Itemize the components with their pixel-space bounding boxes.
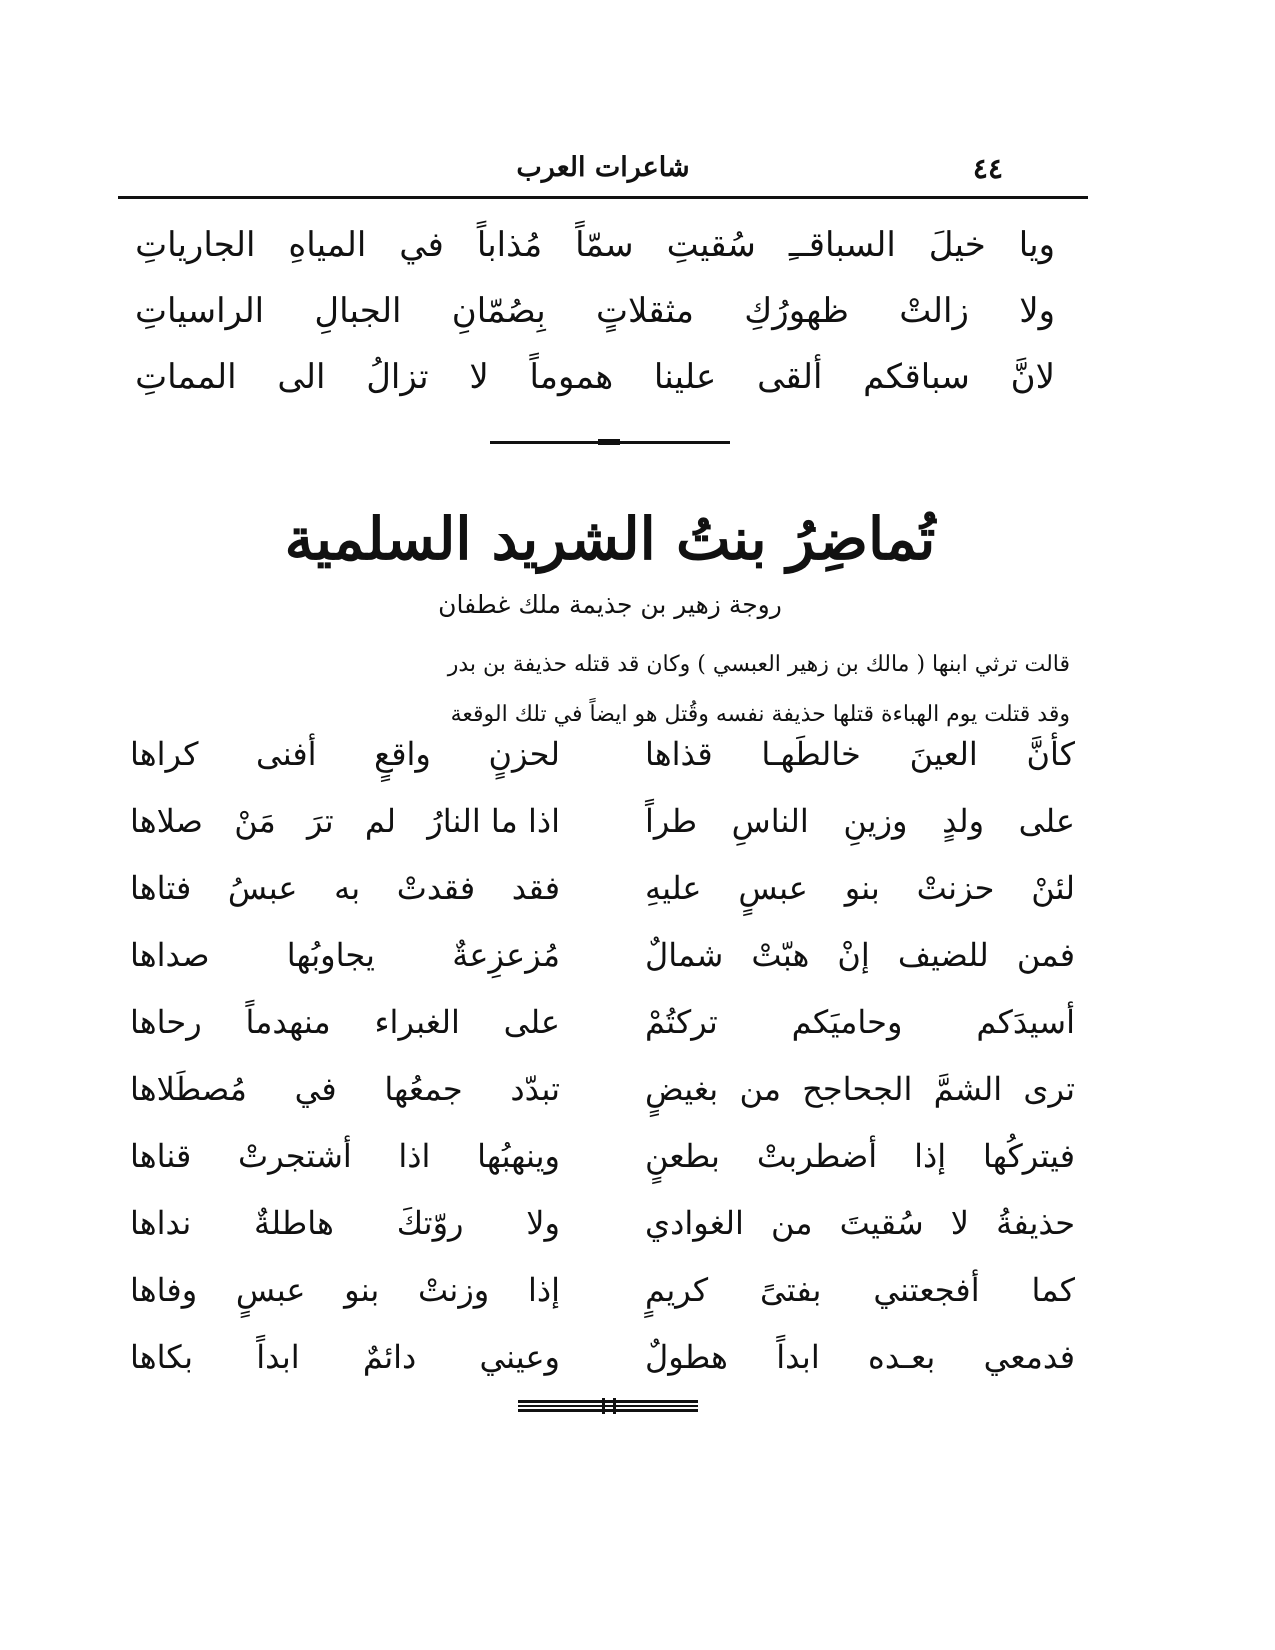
second-hemistich bbox=[130, 869, 560, 907]
verse-word: دائمٌ bbox=[362, 1337, 417, 1376]
second-hemistich bbox=[130, 1338, 560, 1376]
first-hemistich bbox=[645, 1338, 1075, 1376]
verse-word: كريمٍ bbox=[645, 1270, 709, 1309]
verse-word: صداها bbox=[130, 935, 210, 974]
verse-word: مثقلاتٍ bbox=[596, 291, 694, 331]
verse-word: ألقى bbox=[757, 357, 823, 397]
verse-word: في bbox=[399, 225, 444, 265]
verse-word: حزنتْ bbox=[916, 868, 995, 907]
verse-word: شمالٌ bbox=[645, 935, 724, 974]
second-hemistich bbox=[130, 1003, 560, 1041]
verse-word: علينا bbox=[653, 357, 717, 397]
verse-word: سمّاً bbox=[575, 225, 634, 265]
first-hemistich bbox=[645, 936, 1075, 974]
verse-word: اذا ما النارُ bbox=[427, 801, 560, 840]
verse-word: بنو bbox=[344, 1270, 380, 1309]
verse-word: الجحاجح bbox=[802, 1069, 913, 1108]
verse-word: ظهورُكِ bbox=[744, 291, 849, 331]
verse-word: وينهبُها bbox=[477, 1136, 560, 1175]
verse-word: روّتكَ bbox=[396, 1203, 464, 1242]
couplet bbox=[130, 854, 1075, 921]
verse-word: وزنتْ bbox=[418, 1270, 490, 1309]
couplet bbox=[130, 720, 1075, 787]
couplet bbox=[130, 1256, 1075, 1323]
first-hemistich bbox=[645, 735, 1075, 773]
verse-word: أفنى bbox=[256, 734, 317, 773]
verse-line bbox=[135, 278, 1055, 344]
running-header bbox=[118, 150, 1088, 194]
verse-word: من bbox=[739, 1069, 781, 1108]
second-hemistich bbox=[130, 802, 560, 840]
verse-word: بِصُمّانِ bbox=[451, 291, 546, 331]
verse-word: حذيفةُ bbox=[996, 1203, 1075, 1242]
couplet bbox=[130, 988, 1075, 1055]
verse-word: هطولٌ bbox=[645, 1337, 728, 1376]
header-rule bbox=[118, 196, 1088, 199]
couplet bbox=[130, 787, 1075, 854]
intro-line: وقد قتلت يوم الهباءة قتلها حذيفة نفسه وقُتل هو ايضاً في تلك الوقعة bbox=[450, 702, 1070, 727]
verse-word: ولا bbox=[526, 1203, 560, 1242]
verse-word: عبسُ bbox=[227, 868, 298, 907]
verse-word: لئنْ bbox=[1031, 868, 1075, 907]
verse-word: سباقكم bbox=[863, 357, 970, 397]
verse-word: خالطَهـا bbox=[761, 734, 861, 773]
verse-word: تبدّد bbox=[510, 1069, 560, 1108]
verse-word: في bbox=[294, 1069, 337, 1108]
verse-word: قذاها bbox=[645, 734, 713, 773]
intro-line: قالت ترثي ابنها ( مالك بن زهير العبسي ) وكان قد قتله حذيفة بن بدر bbox=[447, 652, 1070, 677]
verse-word: الغبراء bbox=[374, 1002, 460, 1041]
second-hemistich bbox=[130, 1204, 560, 1242]
verse-word: أضطربتْ bbox=[756, 1136, 878, 1175]
verse-word: تزالُ bbox=[366, 357, 429, 397]
verse-word: لا bbox=[950, 1203, 970, 1242]
verse-line bbox=[135, 344, 1055, 410]
verse-word: زالتْ bbox=[899, 291, 969, 331]
verse-word: مَنْ bbox=[234, 801, 276, 840]
verse-word: إذا bbox=[527, 1270, 560, 1309]
verse-word: الغوادي bbox=[645, 1203, 744, 1242]
first-hemistich bbox=[645, 1137, 1075, 1175]
verse-line bbox=[135, 212, 1055, 278]
couplet bbox=[130, 1122, 1075, 1189]
verse-word: إذا bbox=[914, 1136, 947, 1175]
verse-word: الى bbox=[277, 357, 326, 397]
verse-word: فتاها bbox=[130, 868, 192, 907]
second-hemistich bbox=[130, 1271, 560, 1309]
verse-word: صلاها bbox=[130, 801, 203, 840]
second-hemistich bbox=[130, 936, 560, 974]
verse-word: بغيضٍ bbox=[645, 1069, 719, 1108]
verse-word: أشتجرتْ bbox=[237, 1136, 352, 1175]
verse-word: عبسٍ bbox=[235, 1270, 306, 1309]
verse-word: لانَّ bbox=[1010, 357, 1055, 397]
second-hemistich bbox=[130, 1137, 560, 1175]
verse-word: المياهِ bbox=[288, 225, 367, 265]
page-number: ٤٤ bbox=[972, 152, 1003, 185]
verse-word: ابداً bbox=[256, 1337, 300, 1376]
verse-word: وزينِ bbox=[843, 801, 908, 840]
verse-word: بنو bbox=[844, 868, 880, 907]
poet-description: روجة زهير بن جذيمة ملك غطفان bbox=[438, 590, 782, 619]
verse-word: بفتىً bbox=[760, 1270, 822, 1309]
verse-word: فدمعي bbox=[983, 1337, 1075, 1376]
verse-word: رحاها bbox=[130, 1002, 202, 1041]
verse-word: وفاها bbox=[130, 1270, 198, 1309]
verse-word: الجارياتِ bbox=[135, 225, 256, 265]
verse-word: أسيدَكم bbox=[976, 1002, 1075, 1041]
verse-word: واقعٍ bbox=[374, 734, 431, 773]
verse-word: هاطلةٌ bbox=[254, 1203, 334, 1242]
verse-word: مُصطَلاها bbox=[130, 1069, 247, 1108]
verse-word: الناسِ bbox=[731, 801, 809, 840]
verse-word: طراً bbox=[645, 801, 698, 840]
elegy-poem bbox=[130, 720, 1075, 1390]
verse-word: كما bbox=[1031, 1270, 1075, 1309]
verse-word: على bbox=[503, 1002, 560, 1041]
verse-word: وعيني bbox=[479, 1337, 560, 1376]
verse-word: السباقــِ bbox=[788, 225, 896, 265]
verse-word: اذا bbox=[398, 1136, 431, 1175]
verse-word: فيتركُها bbox=[983, 1136, 1075, 1175]
verse-word: مُزعزِعةٌ bbox=[452, 935, 560, 974]
verse-word: فقد bbox=[511, 868, 560, 907]
verse-word: قناها bbox=[130, 1136, 192, 1175]
second-hemistich bbox=[130, 1070, 560, 1108]
book-title: شاعرات العرب bbox=[516, 152, 690, 183]
first-hemistich bbox=[645, 802, 1075, 840]
verse-word: إنْ bbox=[837, 935, 870, 974]
verse-word: يجاوبُها bbox=[286, 935, 375, 974]
verse-word: به bbox=[334, 868, 361, 907]
verse-word: فمن bbox=[1016, 935, 1075, 974]
verse-word: كأنَّ bbox=[1026, 734, 1075, 773]
verse-word: هموماً bbox=[529, 357, 614, 397]
verse-word: ابداً bbox=[776, 1337, 820, 1376]
first-hemistich bbox=[645, 869, 1075, 907]
verse-word: ويا bbox=[1018, 225, 1055, 265]
first-hemistich bbox=[645, 1070, 1075, 1108]
couplet bbox=[130, 1055, 1075, 1122]
verse-word: عبسٍ bbox=[738, 868, 808, 907]
verse-word: سُقيتَ bbox=[839, 1203, 924, 1242]
verse-word: وحاميَكم bbox=[791, 1002, 903, 1041]
second-hemistich bbox=[130, 735, 560, 773]
verse-word: العينَ bbox=[909, 734, 978, 773]
verse-word: ولدٍ bbox=[942, 801, 985, 840]
couplet bbox=[130, 1189, 1075, 1256]
verse-word: خيلَ bbox=[928, 225, 986, 265]
verse-word: لم bbox=[364, 801, 396, 840]
verse-word: ولا bbox=[1019, 291, 1055, 331]
verse-word: ترَ bbox=[307, 801, 334, 840]
verse-word: بكاها bbox=[130, 1337, 193, 1376]
couplet bbox=[130, 1323, 1075, 1390]
verse-word: تركتُمْ bbox=[645, 1002, 718, 1041]
verse-word: جمعُها bbox=[384, 1069, 463, 1108]
verse-word: ترى bbox=[1023, 1069, 1075, 1108]
verse-word: من bbox=[770, 1203, 813, 1242]
first-hemistich bbox=[645, 1204, 1075, 1242]
first-hemistich bbox=[645, 1271, 1075, 1309]
verse-word: بعـده bbox=[868, 1337, 936, 1376]
verse-word: سُقيتِ bbox=[666, 225, 756, 265]
top-verses bbox=[135, 212, 1055, 410]
verse-word: للضيف bbox=[897, 935, 989, 974]
verse-word: عليهِ bbox=[645, 868, 702, 907]
verse-word: منهدماً bbox=[245, 1002, 331, 1041]
verse-word: الجبالِ bbox=[314, 291, 402, 331]
verse-word: هبّتْ bbox=[751, 935, 810, 974]
verse-word: كراها bbox=[130, 734, 199, 773]
verse-word: لا bbox=[469, 357, 489, 397]
verse-word: المماتِ bbox=[135, 357, 237, 397]
verse-word: فقدتْ bbox=[396, 868, 476, 907]
verse-word: لحزنٍ bbox=[488, 734, 560, 773]
end-ornament bbox=[518, 1400, 698, 1412]
section-divider bbox=[490, 441, 730, 444]
couplet bbox=[130, 921, 1075, 988]
verse-word: بطعنٍ bbox=[645, 1136, 720, 1175]
verse-word: على bbox=[1018, 801, 1075, 840]
verse-word: الشمَّ bbox=[933, 1069, 1003, 1108]
first-hemistich bbox=[645, 1003, 1075, 1041]
verse-word: أفجعتني bbox=[873, 1270, 980, 1309]
verse-word: مُذاباً bbox=[476, 225, 543, 265]
verse-word: نداها bbox=[130, 1203, 192, 1242]
verse-word: الراسياتِ bbox=[135, 291, 265, 331]
poet-name-heading: تُماضِرُ بنتُ الشريد السلمية bbox=[284, 505, 936, 573]
